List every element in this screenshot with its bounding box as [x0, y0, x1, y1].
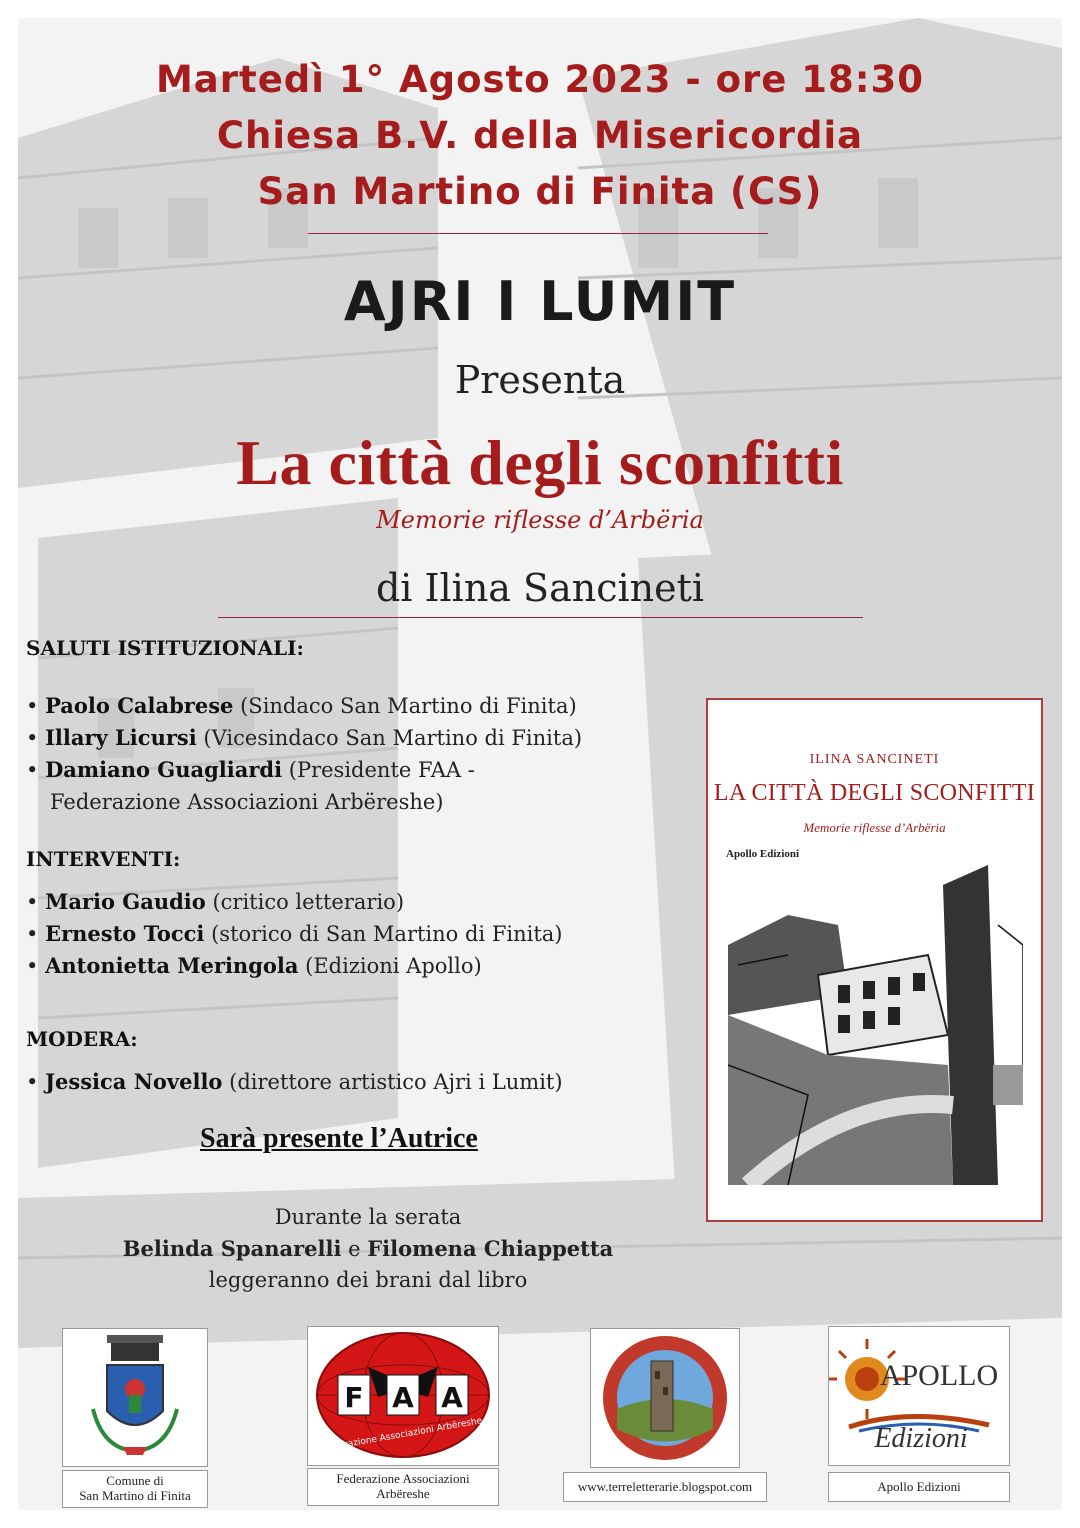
speaker-role: (Presidente FAA -	[288, 758, 475, 782]
speaker-role: (Vicesindaco San Martino di Finita)	[203, 726, 583, 750]
section-heading-interventi: INTERVENTI:	[26, 847, 181, 871]
caption-line: Arbëreshe	[376, 1486, 430, 1501]
organizer-name: AJRI I LUMIT	[343, 270, 737, 333]
comune-crest-icon	[63, 1329, 207, 1466]
faa-letter: A	[441, 1381, 463, 1414]
blog-logo	[590, 1328, 740, 1468]
presents-label: Presenta	[454, 358, 626, 402]
speaker-name: Damiano Guagliardi	[45, 757, 283, 782]
caption-faa	[307, 1468, 499, 1506]
book-title: La città degli sconfitti	[236, 427, 844, 498]
reading-line-3: leggeranno dei brani dal libro	[208, 1268, 528, 1292]
cover-illustration	[728, 865, 1023, 1185]
reader-name: Filomena Chiappetta	[367, 1236, 614, 1261]
bullet: •	[26, 954, 39, 978]
reader-name: Belinda Spanarelli	[122, 1236, 342, 1261]
speaker-role: (storico di San Martino di Finita)	[211, 922, 563, 946]
header-divider	[308, 233, 768, 234]
faa-emblem-icon	[308, 1327, 498, 1465]
reading-line-1: Durante la serata	[274, 1205, 462, 1229]
speaker-role: (Sindaco San Martino di Finita)	[240, 694, 577, 718]
bullet: •	[26, 1070, 39, 1094]
list-item	[26, 754, 475, 818]
faa-letter: F	[344, 1381, 364, 1414]
reader-conjunction: e	[348, 1237, 361, 1261]
list-item	[26, 886, 404, 918]
list-item	[26, 950, 482, 982]
speaker-name: Illary Licursi	[45, 725, 197, 750]
caption-line: www.terreletterarie.blogspot.com	[577, 1479, 753, 1494]
caption-apollo	[828, 1472, 1010, 1502]
list-item	[26, 1066, 563, 1098]
caption-blog	[563, 1472, 767, 1502]
caption-line: San Martino di Finita	[79, 1488, 191, 1503]
list-item	[26, 918, 563, 950]
speaker-name: Mario Gaudio	[45, 889, 206, 914]
apollo-mark-icon	[829, 1327, 1009, 1465]
section-heading-modera: MODERA:	[26, 1027, 138, 1051]
speaker-name: Paolo Calabrese	[45, 693, 234, 718]
list-item	[26, 690, 577, 722]
reading-line-2	[18, 1233, 718, 1265]
bullet: •	[26, 694, 39, 718]
speaker-role: (critico letterario)	[212, 890, 405, 914]
title-divider	[218, 617, 863, 618]
blog-badge-icon	[591, 1329, 739, 1467]
caption-line: Federazione Associazioni	[336, 1471, 470, 1486]
bullet: •	[26, 922, 39, 946]
cover-title: LA CITTÀ DEGLI SCONFITTI	[713, 780, 1036, 806]
reading-note	[18, 1202, 718, 1296]
speaker-role: (direttore artistico Ajri i Lumit)	[229, 1070, 563, 1094]
cover-author: ILINA SANCINETI	[809, 752, 940, 767]
cover-subtitle: Memorie riflesse d’Arbëria	[803, 820, 946, 835]
event-town: San Martino di Finita (CS)	[257, 170, 823, 213]
speaker-role: (Edizioni Apollo)	[305, 954, 482, 978]
speaker-name: Antonietta Meringola	[45, 953, 299, 978]
speaker-name: Ernesto Tocci	[45, 921, 205, 946]
bullet: •	[26, 758, 39, 782]
speaker-name: Jessica Novello	[45, 1069, 223, 1094]
caption-line: Apollo Edizioni	[877, 1479, 961, 1494]
caption-comune	[62, 1470, 208, 1508]
speaker-role-continued: Federazione Associazioni Arbëreshe)	[50, 790, 444, 814]
apollo-script: Edizioni	[874, 1423, 968, 1454]
apollo-logo	[828, 1326, 1010, 1466]
book-subtitle: Memorie riflesse d’Arbëria	[376, 506, 704, 534]
faa-ring-text: Federazione Associazioni Arbëreshe	[322, 1416, 483, 1454]
book-cover	[706, 698, 1043, 1222]
faa-logo	[307, 1326, 499, 1466]
author-present-note: Sarà presente l’Autrice	[200, 1123, 478, 1154]
poster	[18, 18, 1062, 1510]
event-venue: Chiesa B.V. della Misericordia	[216, 114, 864, 157]
section-heading-saluti: SALUTI ISTITUZIONALI:	[26, 636, 304, 660]
faa-letter: A	[392, 1381, 414, 1414]
comune-logo	[62, 1328, 208, 1467]
caption-line: Comune di	[106, 1473, 164, 1488]
apollo-word: APOLLO	[879, 1359, 999, 1392]
list-item	[26, 722, 582, 754]
bullet: •	[26, 890, 39, 914]
book-author: di Ilina Sancineti	[375, 566, 705, 610]
bullet: •	[26, 726, 39, 750]
cover-publisher: Apollo Edizioni	[726, 848, 800, 860]
event-date-time: Martedì 1° Agosto 2023 - ore 18:30	[155, 58, 925, 101]
